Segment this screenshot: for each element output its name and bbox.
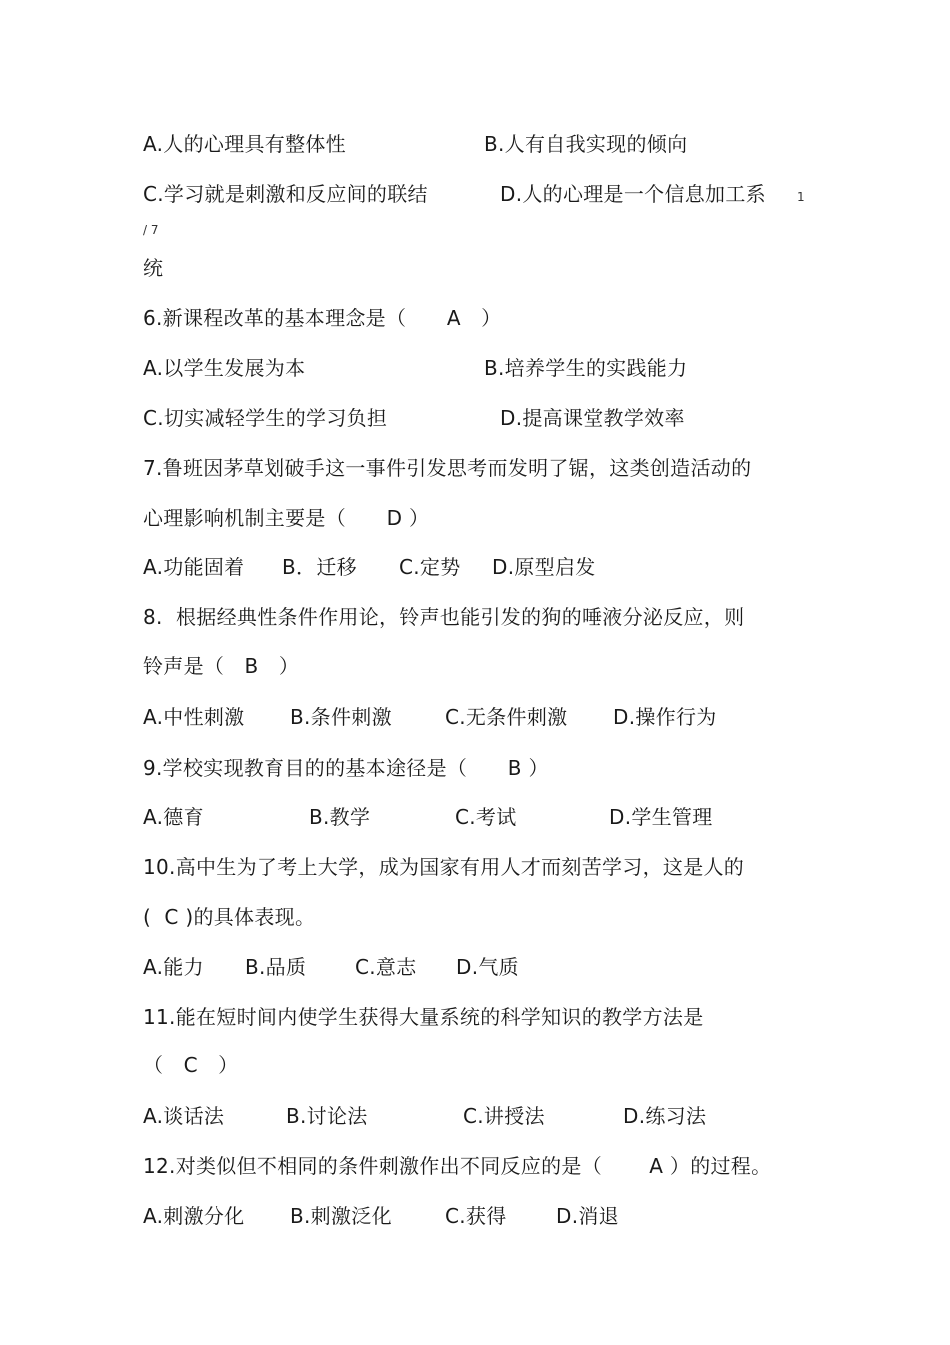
q11-option-d: D.练习法 — [623, 1104, 707, 1128]
q7-option-c: C.定势 — [399, 555, 461, 579]
q10-option-a: A.能力 — [143, 955, 204, 979]
q10-option-d: D.气质 — [456, 955, 519, 979]
q5-option-d: D.人的心理是一个信息加工系 — [500, 182, 766, 206]
q7-stem-line1: 7.鲁班因茅草划破手这一事件引发思考而发明了锯，这类创造活动的 — [143, 456, 752, 480]
q8-stem-line2: 铃声是（ B ） — [143, 654, 300, 678]
q12-option-c: C.获得 — [445, 1204, 507, 1228]
q12-option-d: D.消退 — [556, 1204, 619, 1228]
q11-option-b: B.讨论法 — [286, 1104, 368, 1128]
q7-option-d: D.原型启发 — [492, 555, 596, 579]
q5-option-c: C.学习就是刺激和反应间的联结 — [143, 182, 428, 206]
q5-option-d-continuation: 统 — [143, 256, 164, 280]
q11-stem-line1: 11.能在短时间内使学生获得大量系统的科学知识的教学方法是 — [143, 1005, 704, 1029]
q11-option-c: C.讲授法 — [463, 1104, 545, 1128]
q9-stem: 9.学校实现教育目的的基本途径是（ B ） — [143, 756, 549, 780]
q12-stem: 12.对类似但不相同的条件刺激作出不同反应的是（ A ）的过程。 — [143, 1154, 772, 1178]
q9-option-c: C.考试 — [455, 805, 517, 829]
q6-stem: 6.新课程改革的基本理念是（ A ） — [143, 306, 502, 330]
page-number-bottom: / 7 — [143, 223, 159, 237]
q8-option-c: C.无条件刺激 — [445, 705, 568, 729]
q5-option-a: A.人的心理具有整体性 — [143, 132, 346, 156]
q6-option-b: B.培养学生的实践能力 — [484, 356, 688, 380]
q12-option-b: B.刺激泛化 — [290, 1204, 392, 1228]
q6-option-c: C.切实减轻学生的学习负担 — [143, 406, 388, 430]
q11-stem-line2: （ C ） — [143, 1053, 239, 1077]
q7-option-a: A.功能固着 — [143, 555, 245, 579]
q10-stem-line2: ( C )的具体表现。 — [143, 905, 316, 929]
q9-option-b: B.教学 — [309, 805, 371, 829]
q7-option-b: B．迁移 — [282, 555, 357, 579]
q9-option-d: D.学生管理 — [609, 805, 713, 829]
page-number-top: 1 — [797, 190, 805, 204]
q6-option-a: A.以学生发展为本 — [143, 356, 306, 380]
q9-option-a: A.德育 — [143, 805, 204, 829]
q7-stem-line2: 心理影响机制主要是（ D ） — [143, 506, 430, 530]
q8-stem-line1: 8. 根据经典性条件作用论，铃声也能引发的狗的唾液分泌反应，则 — [143, 605, 745, 629]
q11-option-a: A.谈话法 — [143, 1104, 225, 1128]
q8-option-a: A.中性刺激 — [143, 705, 245, 729]
q10-option-c: C.意志 — [355, 955, 417, 979]
q12-option-a: A.刺激分化 — [143, 1204, 245, 1228]
q8-option-b: B.条件刺激 — [290, 705, 392, 729]
q5-option-b: B.人有自我实现的倾向 — [484, 132, 688, 156]
q6-option-d: D.提高课堂教学效率 — [500, 406, 685, 430]
q10-option-b: B.品质 — [245, 955, 307, 979]
q10-stem-line1: 10.高中生为了考上大学，成为国家有用人才而刻苦学习，这是人的 — [143, 855, 745, 879]
q8-option-d: D.操作行为 — [613, 705, 717, 729]
